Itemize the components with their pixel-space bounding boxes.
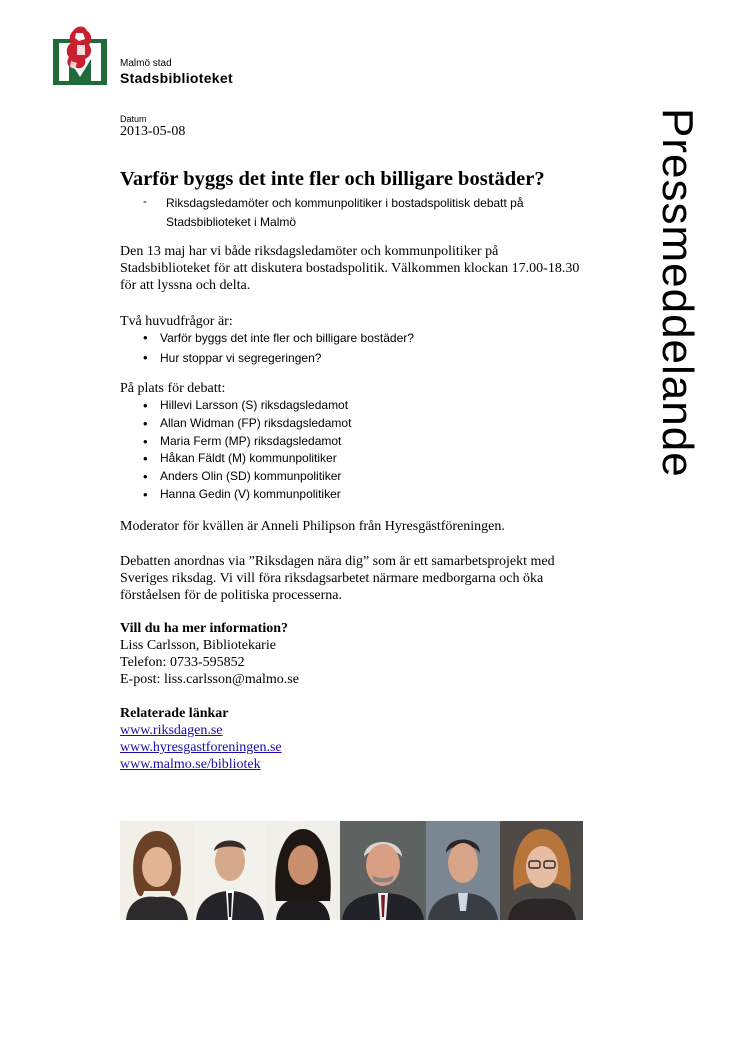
questions-label: Två huvudfrågor är: <box>120 314 233 329</box>
project-paragraph: Debatten anordnas via ”Riksdagen nära dig” som är ett samarbetsprojekt med Sveriges riksdag. Vi vill föra riksdagsarbetet närmare medborgarna och öka förståelsen för de politiska processerna. <box>120 554 555 603</box>
contact-heading: Vill du ha mer information? <box>120 621 289 636</box>
portrait-photo <box>120 821 194 920</box>
portrait-strip <box>120 821 583 920</box>
list-item: • Varför byggs det inte fler och billigare bostäder? <box>120 328 414 348</box>
org-name: Stadsbiblioteket <box>120 70 233 86</box>
panel-list <box>120 397 351 504</box>
questions-list <box>120 328 414 368</box>
list-item: • Maria Ferm (MP) riksdagsledamot <box>120 433 351 451</box>
vertical-title: Pressmeddelande <box>653 108 702 478</box>
contact-email: E-post: liss.carlsson@malmo.se <box>120 672 299 687</box>
date-value: 2013-05-08 <box>120 124 186 139</box>
org-unit: Malmö stad <box>120 58 172 69</box>
list-item: • Hanna Gedin (V) kommunpolitiker <box>120 486 351 504</box>
list-item: • Allan Widman (FP) riksdagsledamot <box>120 415 351 433</box>
portrait-photo <box>266 821 340 920</box>
links-block <box>120 705 590 773</box>
contact-phone: Telefon: 0733-595852 <box>120 655 245 670</box>
list-item: • Anders Olin (SD) kommunpolitiker <box>120 468 351 486</box>
portrait-photo <box>426 821 500 920</box>
list-item: • Hur stoppar vi segregeringen? <box>120 348 414 368</box>
subheading: Riksdagsledamöter och kommunpolitiker i bostadspolitisk debatt på Stadsbiblioteket i Malmö <box>166 196 524 229</box>
subheading-dash: - <box>143 194 147 208</box>
moderator-paragraph: Moderator för kvällen är Anneli Philipson från Hyresgästföreningen. <box>120 519 505 534</box>
malmo-logo <box>53 25 107 85</box>
link-riksdagen[interactable]: www.riksdagen.se <box>120 723 223 738</box>
contact-block <box>120 620 590 688</box>
panel-label: På plats för debatt: <box>120 381 226 396</box>
date-label: Datum <box>120 114 147 124</box>
list-item: • Hillevi Larsson (S) riksdagsledamot <box>120 397 351 415</box>
link-hyresgastforeningen[interactable]: www.hyresgastforeningen.se <box>120 740 282 755</box>
link-malmo-bibliotek[interactable]: www.malmo.se/bibliotek <box>120 757 261 772</box>
portrait-photo <box>500 821 583 920</box>
links-heading: Relaterade länkar <box>120 706 229 721</box>
portrait-photo <box>340 821 426 920</box>
contact-name: Liss Carlsson, Bibliotekarie <box>120 638 276 653</box>
portrait-photo <box>194 821 266 920</box>
intro-paragraph: Den 13 maj har vi både riksdagsledamöter och kommunpolitiker på Stadsbiblioteket för att diskutera bostadspolitik. Välkommen klockan 17.00-18.30 för att lyssna och delta. <box>120 244 580 293</box>
headline: Varför byggs det inte fler och billigare bostäder? <box>120 168 545 190</box>
list-item: • Håkan Fäldt (M) kommunpolitiker <box>120 450 351 468</box>
